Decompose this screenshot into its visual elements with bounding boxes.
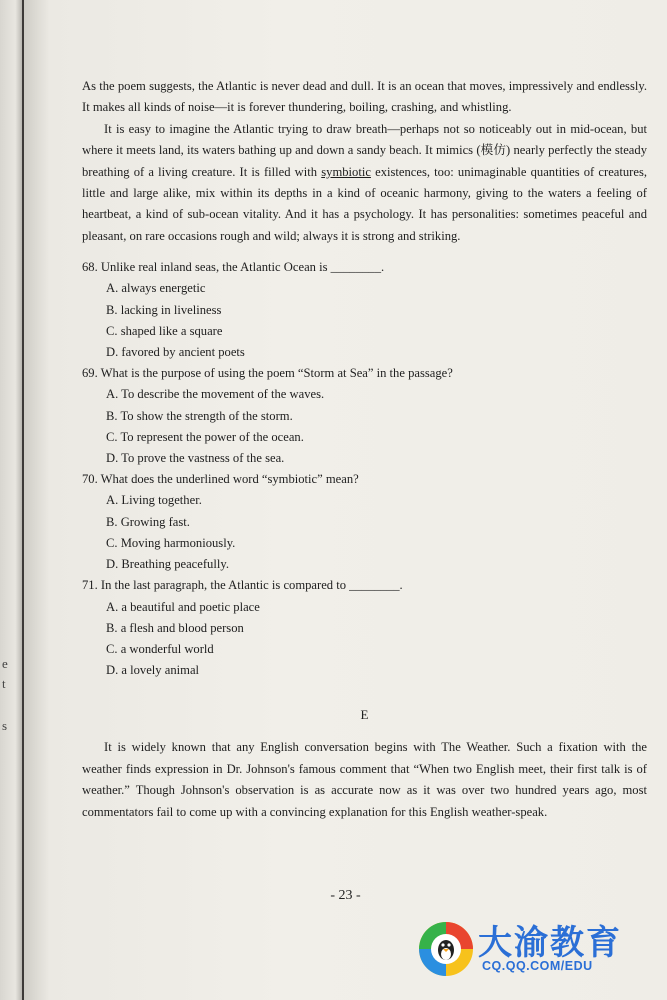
exam-page <box>24 0 667 1000</box>
passage-d-paragraph-2 <box>82 119 647 247</box>
question-stem: 71. In the last paragraph, the Atlantic is compared to ________. <box>82 578 403 593</box>
option-c: C. shaped like a square <box>106 323 223 338</box>
option-d: D. To prove the vastness of the sea. <box>106 451 285 466</box>
option-a: A. Living together. <box>106 493 202 508</box>
underlined-word: symbiotic <box>321 164 371 179</box>
option-d: D. favored by ancient poets <box>106 345 245 360</box>
option-b: B. lacking in liveliness <box>106 302 222 317</box>
page-content <box>82 76 647 823</box>
option-d: D. a lovely animal <box>106 663 200 678</box>
option-b: B. To show the strength of the storm. <box>106 408 293 423</box>
penguin-logo-icon <box>416 919 476 983</box>
option-a: A. To describe the movement of the waves. <box>106 387 325 402</box>
question-69 <box>82 363 647 469</box>
watermark-name: 大渝教育 <box>478 923 622 963</box>
question-68 <box>82 257 647 363</box>
question-71 <box>82 575 647 681</box>
prev-page-fragment: s <box>2 718 8 733</box>
prev-page-fragment: t <box>2 676 6 691</box>
question-stem: 70. What does the underlined word “symbiotic” mean? <box>82 472 359 487</box>
previous-page-edge <box>0 0 22 1000</box>
passage-e-paragraph-1: It is widely known that any English conversation begins with The Weather. Such a fixation with the weather finds expression in Dr. Johnson's famous comment that “When two English meet, their first talk is of weather.” Though Johnson's observation is as accurate now as it was over two hundred years ago, most commentators fail to come up with a convincing explanation for this English weather-speak. <box>82 740 647 819</box>
option-c: C. Moving harmoniously. <box>106 535 236 550</box>
prev-page-fragment: e <box>2 656 8 671</box>
option-b: B. a flesh and blood person <box>106 620 244 635</box>
passage-d-paragraph-1: As the poem suggests, the Atlantic is never dead and dull. It is an ocean that moves, impressively and endlessly. It makes all kinds of noise—it is forever thundering, boiling, crashing, and whistling. <box>82 79 647 115</box>
paragraph-text: existences, too: unimaginable quantities of creatures, little and large alike, mix within its depths in a kind of oceanic harmony, giving to the waters a feeling of heartbeat, a kind of sub-ocean vitality. And it has a psychology. It has personalities: sometimes peaceful and pleasant, on rare occasions rough and wild; always it is strong and striking. <box>82 164 647 243</box>
section-heading-e: E <box>360 707 369 723</box>
option-c: C. a wonderful world <box>106 641 214 656</box>
watermark-logo <box>416 915 667 985</box>
question-stem: 69. What is the purpose of using the poem “Storm at Sea” in the passage? <box>82 366 453 381</box>
watermark-url: CQ.QQ.COM/EDU <box>482 959 593 973</box>
option-c: C. To represent the power of the ocean. <box>106 429 304 444</box>
question-70 <box>82 469 647 575</box>
option-d: D. Breathing peacefully. <box>106 557 229 572</box>
option-b: B. Growing fast. <box>106 514 190 529</box>
page-number: - 23 - <box>330 888 361 903</box>
option-a: A. always energetic <box>106 281 206 296</box>
paragraph-text: It is easy to imagine the Atlantic trying to draw breath—perhaps not so noticeably out in mid-ocean, but where it meets land, its waters bathing up and down a sandy beach. It mimics (模仿) nearly perfectly the steady breathing of a living creature. It is filled with <box>82 121 647 179</box>
question-stem: 68. Unlike real inland seas, the Atlantic Ocean is ________. <box>82 260 385 275</box>
option-a: A. a beautiful and poetic place <box>106 599 260 614</box>
